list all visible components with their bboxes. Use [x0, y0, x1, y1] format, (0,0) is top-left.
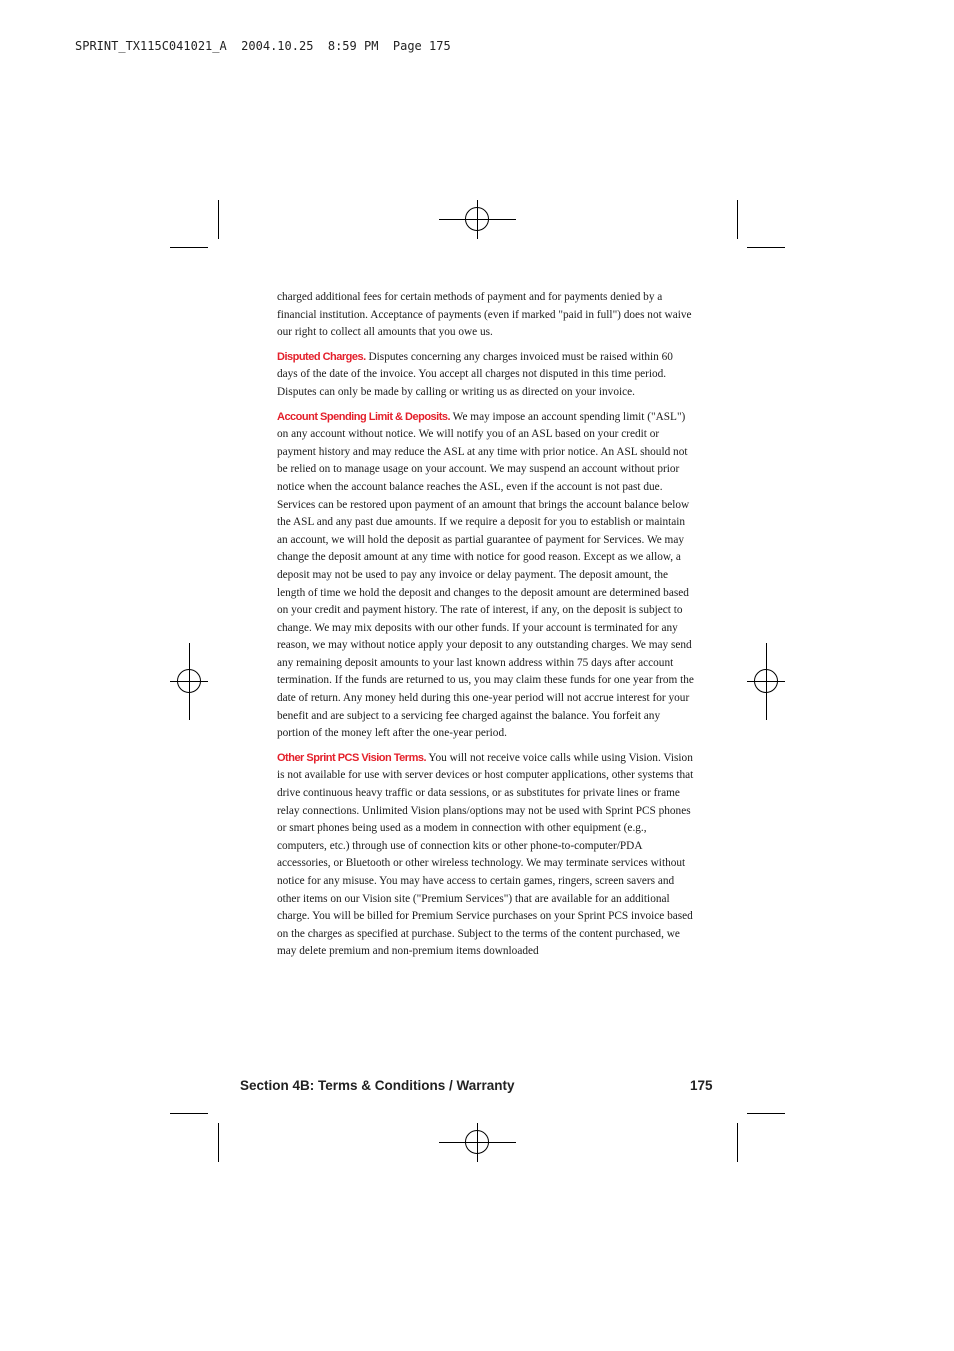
footer-section-title: Section 4B: Terms & Conditions / Warranty: [240, 1078, 515, 1093]
terms-body: [277, 289, 695, 968]
page-number: 175: [690, 1078, 713, 1093]
heading-vision-terms: Other Sprint PCS Vision Terms.: [277, 751, 427, 764]
heading-spending-limit: Account Spending Limit & Deposits.: [277, 410, 451, 423]
heading-disputed-charges: Disputed Charges.: [277, 350, 366, 363]
paragraph-disputed-charges: Disputed Charges. Disputes concerning any charges invoiced must be raised within 60 days of the date of the invoice. You accept all charges not disputed in this time period. Disputes can only be made by calling or writing us as directed on your invoice.: [277, 350, 673, 398]
paragraph-spending-limit: Account Spending Limit & Deposits. We may impose an account spending limit ("ASL") on any account without notice. We will notify you of an ASL based on your credit or payment history and may reduce the ASL at any time with prior notice. An ASL should not be relied on to manage usage on your account. We may suspend an account without prior notice when the account balance reaches the ASL, even if the account is not past due. Services can be restored upon payment of an amount that brings the account balance below the ASL and any past due amounts. If we require a deposit for you to establish or maintain an account, we will hold the deposit as partial guarantee of payment for Services. We may change the deposit amount at any time with notice for good reason. Except as we allow, a deposit may not be used to pay any invoice or delay payment. The deposit amount, the length of time we hold the deposit and changes to the deposit amount are determined based on your credit and payment history. The rate of interest, if any, on the deposit is subject to change. We may mix deposits with our other funds. If your account is terminated for any reason, we may without notice apply your deposit to any outstanding charges. We may send any remaining deposit amounts to your last known address within 75 days after account termination. If the funds are returned to us, you may claim these funds for one year from the date of return. Any money held during this one-year period will not accrue interest for your benefit and are subject to a servicing fee charged against the balance. You forfeit any portion of the money left after the one-year period.: [277, 410, 694, 740]
paragraph-vision-terms: Other Sprint PCS Vision Terms. You will not receive voice calls while using Vision. Vision is not available for use with server devices or host computer applications, other systems that drive continuous heavy traffic or data sessions, or as substitutes for private lines or frame relay connections. Unlimited Vision plans/options may not be used with Sprint PCS phones or smart phones being used as a modem in connection with other equipment (e.g., computers, etc.) through use of connection kits or other phone-to-computer/PDA accessories, or Bluetooth or other wireless technology. We may terminate services without notice for any misuse. You may have access to certain games, ringers, screen savers and other items on our Vision site ("Premium Services") that are available for an additional charge. You will be billed for Premium Service purchases on your Sprint PCS invoice based on the charges as specified at purchase. Subject to the terms of the content purchased, we may delete premium and non-premium items downloaded: [277, 751, 694, 958]
paragraph-payment-fees: charged additional fees for certain methods of payment and for payments denied by a financial institution. Acceptance of payments (even if marked "paid in full") does not waive our right to collect all amounts that you owe us.: [277, 291, 692, 339]
print-slug: SPRINT_TX115C041021_A 2004.10.25 8:59 PM Page 175: [75, 39, 451, 53]
